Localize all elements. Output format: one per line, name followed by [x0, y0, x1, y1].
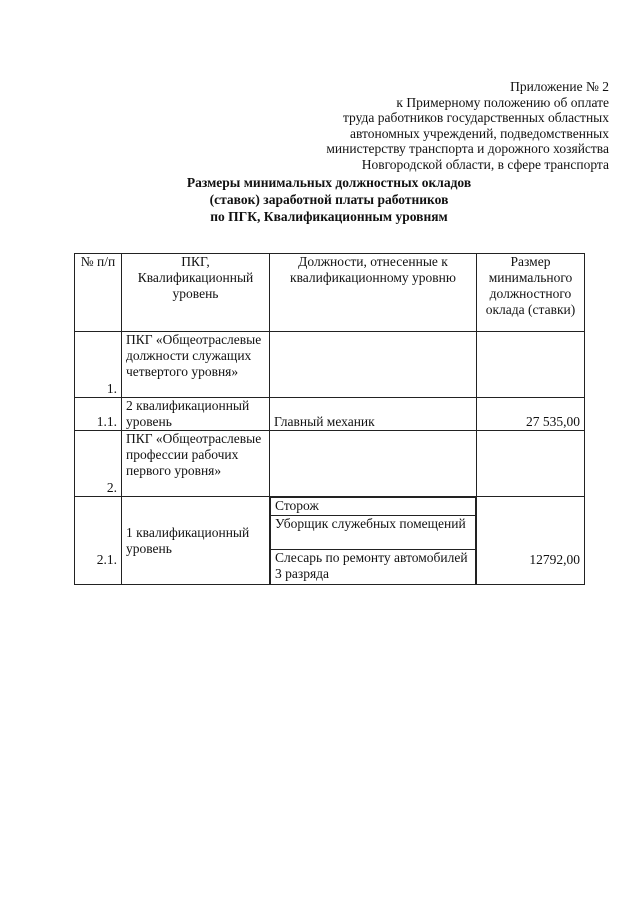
header-pkg: ПКГ, Квалификационный уровень	[122, 254, 270, 332]
table-row	[75, 497, 585, 585]
row-pkg: ПКГ «Общеотраслевые профессии рабочих первого уровня»	[122, 431, 270, 497]
salary-table	[74, 253, 585, 585]
appendix-line: к Примерному положению об оплате	[396, 94, 609, 110]
row-pkg: 2 квалификационный уровень	[122, 398, 270, 431]
row-num: 2.	[75, 431, 122, 497]
row-pkg: ПКГ «Общеотраслевые должности служащих четвертого уровня»	[122, 332, 270, 398]
row-salary: 27 535,00	[477, 398, 585, 431]
appendix-line: Новгородской области, в сфере транспорта	[361, 156, 609, 172]
title-line: (ставок) заработной платы работников	[209, 192, 449, 207]
header-num: № п/п	[75, 254, 122, 332]
appendix-line: автономных учреждений, подведомственных	[350, 125, 609, 141]
row-salary: 12792,00	[477, 497, 585, 585]
row-num: 1.	[75, 332, 122, 398]
row-position: Главный механик	[270, 398, 477, 431]
row-salary	[477, 431, 585, 497]
header-positions: Должности, отнесенные к квалификационному уровню	[270, 254, 477, 332]
title-line: Размеры минимальных должностных окладов	[186, 175, 472, 190]
table-header-row	[75, 254, 585, 332]
row-positions	[270, 497, 477, 585]
position-item: Уборщик служебных помещений	[271, 516, 476, 550]
row-position	[270, 332, 477, 398]
appendix-header	[189, 79, 609, 172]
table-row	[75, 431, 585, 497]
table-row	[75, 332, 585, 398]
appendix-line: Приложение № 2	[510, 79, 609, 94]
row-position	[270, 431, 477, 497]
position-item: Слесарь по ремонту автомобилей 3 разряда	[271, 550, 476, 584]
appendix-line: министерству транспорта и дорожного хозяйства	[326, 141, 609, 156]
title-line: по ПГК, Квалификационным уровням	[210, 209, 448, 224]
row-num: 2.1.	[75, 497, 122, 585]
row-pkg: 1 квалификационный уровень	[122, 497, 270, 585]
position-item: Сторож	[271, 498, 476, 516]
row-num: 1.1.	[75, 398, 122, 431]
header-salary: Размер минимального должностного оклада (ставки)	[477, 254, 585, 332]
row-salary	[477, 332, 585, 398]
appendix-line: труда работников государственных областных	[342, 110, 609, 125]
positions-list	[270, 497, 476, 584]
document-title	[0, 174, 640, 225]
table-row	[75, 398, 585, 431]
